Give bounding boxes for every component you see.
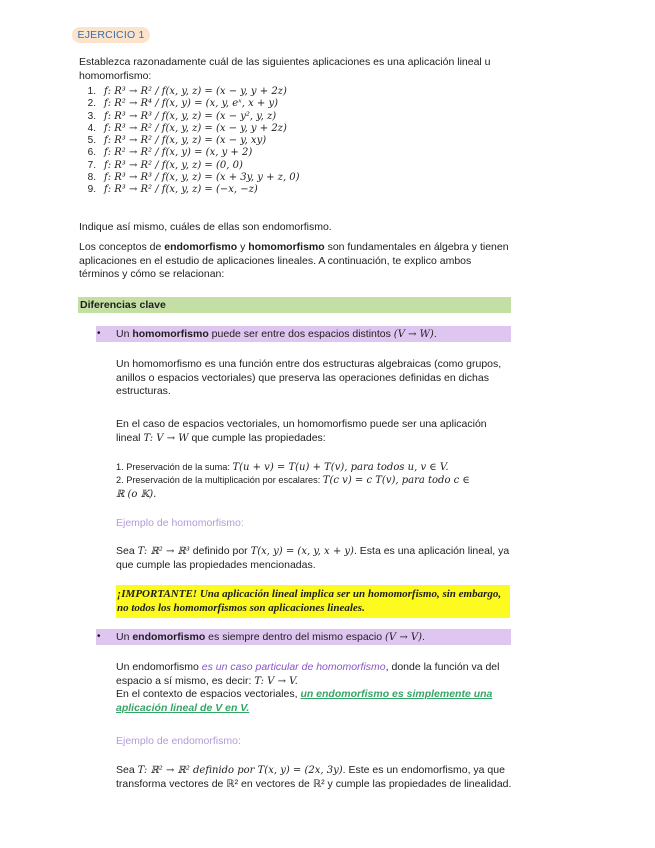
endomorphism-key-link: un endomorfismo es simplemente una aplicación lineal de V en V.: [116, 688, 493, 714]
list-item: 9. f: R³ → R² / f(x, y, z) = (−x, −z): [87, 184, 258, 196]
homomorphism-example-label: Ejemplo de homomorfismo:: [116, 517, 244, 529]
list-item: 5. f: R³ → R² / f(x, y, z) = (x − y, xy): [87, 135, 267, 147]
property-sum: 1. Preservación de la suma: T(u + v) = T(u) + T(v), para todos u, v ∈ V.: [116, 462, 449, 473]
important-note: ¡IMPORTANTE! Una aplicación lineal implica ser un homomorfismo, sin embargo, no todos los homomorfismos son aplicaciones lineales.: [117, 588, 502, 614]
endomorphism-bullet-text: Un endomorfismo es siempre dentro del mismo espacio (V → V).: [116, 631, 425, 643]
important-highlight: [116, 585, 510, 618]
list-item: 8. f: R³ → R³ / f(x, y, z) = (x + 3y, y + z, 0): [87, 172, 300, 184]
list-item: 1. f: R³ → R² / f(x, y, z) = (x − y, y + 2z): [87, 86, 287, 97]
endomorphism-example: Sea T: ℝ² → ℝ² definido por T(x, y) = (2x, 3y). Este es un endomorfismo, ya que transforma vectores de ℝ² en vectores de ℝ² y cumple las propiedades de linealidad.: [116, 764, 512, 790]
section-heading-bar: [78, 297, 511, 313]
homomorphism-bullet-text: Un homomorfismo puede ser entre dos espacios distintos (V → W).: [116, 328, 437, 340]
bullet-dot-icon: •: [97, 328, 101, 339]
section-heading: Diferencias clave: [80, 299, 166, 311]
endomorphism-definition: Un endomorfismo es un caso particular de homomorfismo, donde la función va del espacio a sí mismo, es decir: T: V → V. En el contexto de espacios vectoriales, un endomorfismo es simplemente una aplicación lineal de V en V.: [116, 661, 500, 714]
exercise-title-badge: EJERCICIO 1: [72, 27, 150, 43]
list-item: 4. f: R³ → R² / f(x, y, z) = (x − y, y + 2z): [87, 122, 287, 134]
intro-paragraph: Establezca razonadamente cuál de las siguientes aplicaciones es una aplicación lineal u homomorfismo:: [79, 56, 491, 82]
function-list: [79, 85, 479, 196]
homomorphism-example: Sea T: ℝ² → ℝ³ definido por T(x, y) = (x, y, x + y). Esta es una aplicación lineal, ya que cumple las propiedades mencionadas.: [116, 545, 510, 571]
homomorphism-definition: Un homomorfismo es una función entre dos estructuras algebraicas (como grupos, anillos o espacios vectoriales) que preserva las operaciones definidas en dichas estructuras.: [116, 358, 502, 397]
indique-paragraph: Indique así mismo, cuáles de ellas son endomorfismo.: [79, 221, 332, 233]
list-item: 2. f: R² → R⁴ / f(x, y) = (x, y, eˣ, x + y): [87, 98, 279, 110]
list-item: 3. f: R³ → R³ / f(x, y, z) = (x − y², y, z): [87, 110, 277, 122]
property-scalar: 2. Preservación de la multiplicación por escalares: T(c v) = c T(v), para todo c ∈ ℝ (o 𝕂).: [116, 475, 470, 500]
homomorphism-vector-spaces: En el caso de espacios vectoriales, un homomorfismo puede ser una aplicación lineal T: V → W que cumple las propiedades:: [116, 418, 487, 444]
concepts-paragraph: Los conceptos de endomorfismo y homomorfismo son fundamentales en álgebra y tienen aplicaciones en el estudio de aplicaciones lineales. A continuación, te explico ambos términos y cómo se relacionan:: [79, 241, 509, 280]
bullet-dot-icon: •: [97, 631, 101, 642]
list-item: 6. f: R² → R² / f(x, y) = (x, y + 2): [87, 147, 253, 159]
endomorphism-example-label: Ejemplo de endomorfismo:: [116, 735, 241, 747]
list-item: 7. f: R³ → R² / f(x, y, z) = (0, 0): [87, 159, 243, 171]
